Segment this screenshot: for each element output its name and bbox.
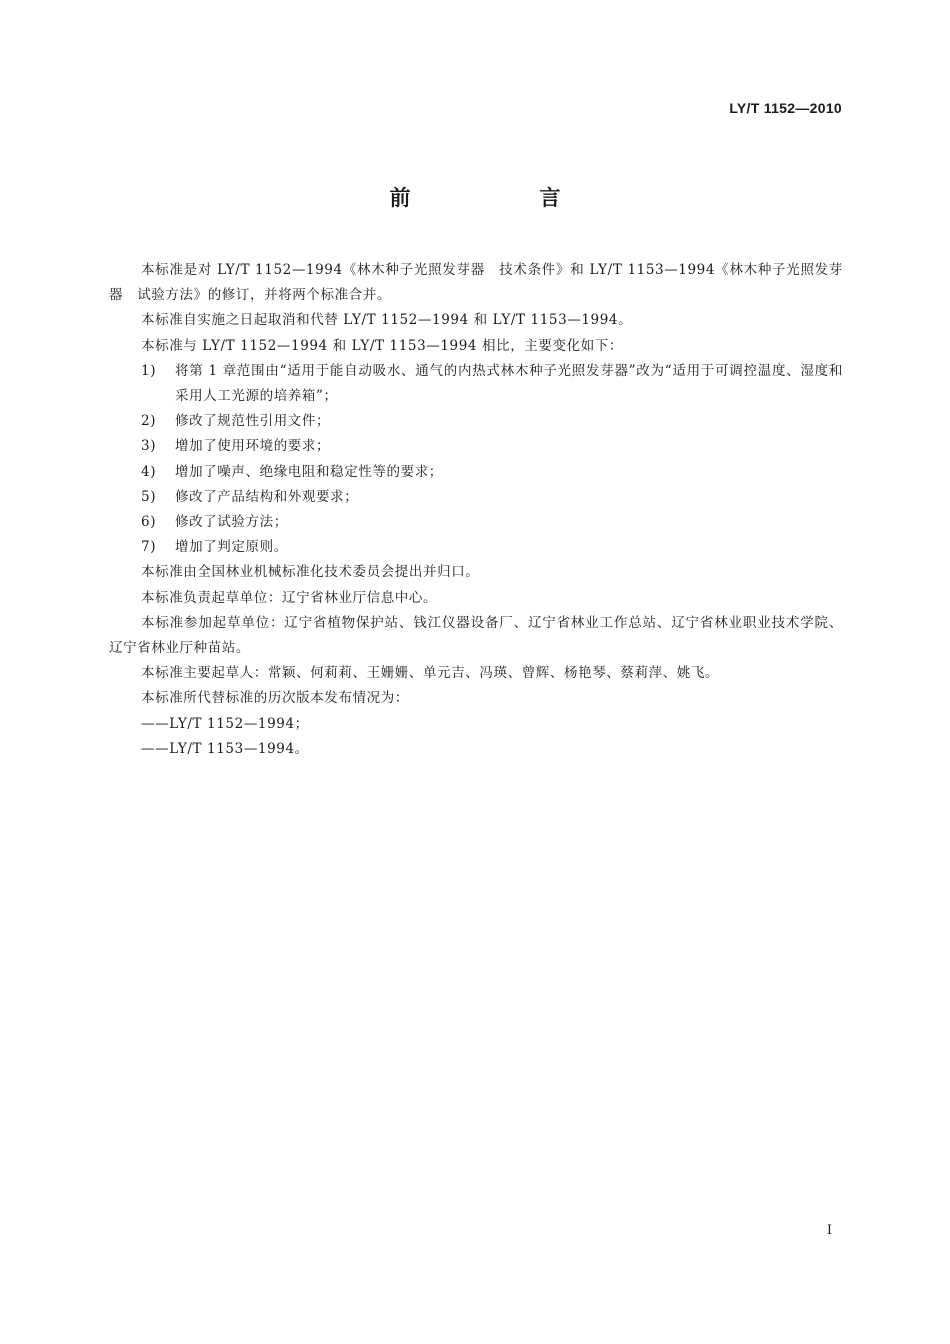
- replacement-paragraph: 本标准自实施之日起取消和代替 LY/T 1152—1994 和 LY/T 1153—1994。: [141, 312, 633, 329]
- change-item-number: 7): [141, 539, 157, 556]
- page-number: I: [826, 1223, 832, 1238]
- participating-units-paragraph: 本标准参加起草单位：辽宁省植物保护站、钱江仪器设备厂、辽宁省林业工作总站、辽宁省林业职业技术学院、辽宁省林业厅种苗站。: [109, 614, 843, 657]
- change-item: [109, 409, 843, 434]
- changes-intro-paragraph: 本标准与 LY/T 1152—1994 和 LY/T 1153—1994 相比，主要变化如下：: [141, 337, 624, 354]
- change-item-text: 将第 1 章范围由“适用于能自动吸水、通气的内热式林木种子光照发芽器”改为“适用于可调控温度、湿度和采用人工光源的培养箱”；: [175, 362, 843, 405]
- change-item-text: 修改了规范性引用文件；: [175, 413, 331, 430]
- change-item-text: 修改了试验方法；: [175, 514, 288, 531]
- change-item-number: 4): [141, 463, 157, 480]
- standard-code-header: LY/T 1152—2010: [729, 100, 842, 116]
- proposer-paragraph: 本标准由全国林业机械标准化技术委员会提出并归口。: [141, 564, 480, 581]
- change-item-text: 增加了判定原则。: [175, 539, 288, 556]
- change-item-text: 增加了使用环境的要求；: [175, 438, 331, 455]
- page-title: 前 言: [389, 186, 615, 210]
- change-item-text: 修改了产品结构和外观要求；: [175, 488, 359, 505]
- change-item: [109, 460, 843, 485]
- drafters-paragraph: 本标准主要起草人：常颖、何莉莉、王姗姗、单元吉、冯瑛、曾辉、杨艳琴、蔡莉萍、姚飞。: [141, 665, 720, 682]
- change-item-text: 增加了噪声、绝缘电阻和稳定性等的要求；: [175, 463, 443, 480]
- change-item-number: 1): [141, 362, 157, 379]
- document-body: [109, 258, 843, 762]
- change-item: [109, 510, 843, 535]
- history-intro-paragraph: 本标准所代替标准的历次版本发布情况为：: [141, 690, 409, 707]
- history-entry: ——LY/T 1152—1994；: [141, 715, 309, 732]
- change-item: [109, 535, 843, 560]
- change-item: [109, 434, 843, 459]
- change-item: [109, 485, 843, 510]
- history-entry: ——LY/T 1153—1994。: [141, 740, 309, 757]
- change-item: [109, 359, 843, 409]
- change-item-number: 2): [141, 413, 157, 430]
- change-item-number: 6): [141, 514, 157, 531]
- change-item-number: 3): [141, 438, 157, 455]
- drafting-unit-paragraph: 本标准负责起草单位：辽宁省林业厅信息中心。: [141, 589, 438, 606]
- intro-paragraph: 本标准是对 LY/T 1152—1994《林木种子光照发芽器 技术条件》和 LY/T 1153—1994《林木种子光照发芽器 试验方法》的修订，并将两个标准合并。: [109, 262, 843, 304]
- change-item-number: 5): [141, 488, 157, 505]
